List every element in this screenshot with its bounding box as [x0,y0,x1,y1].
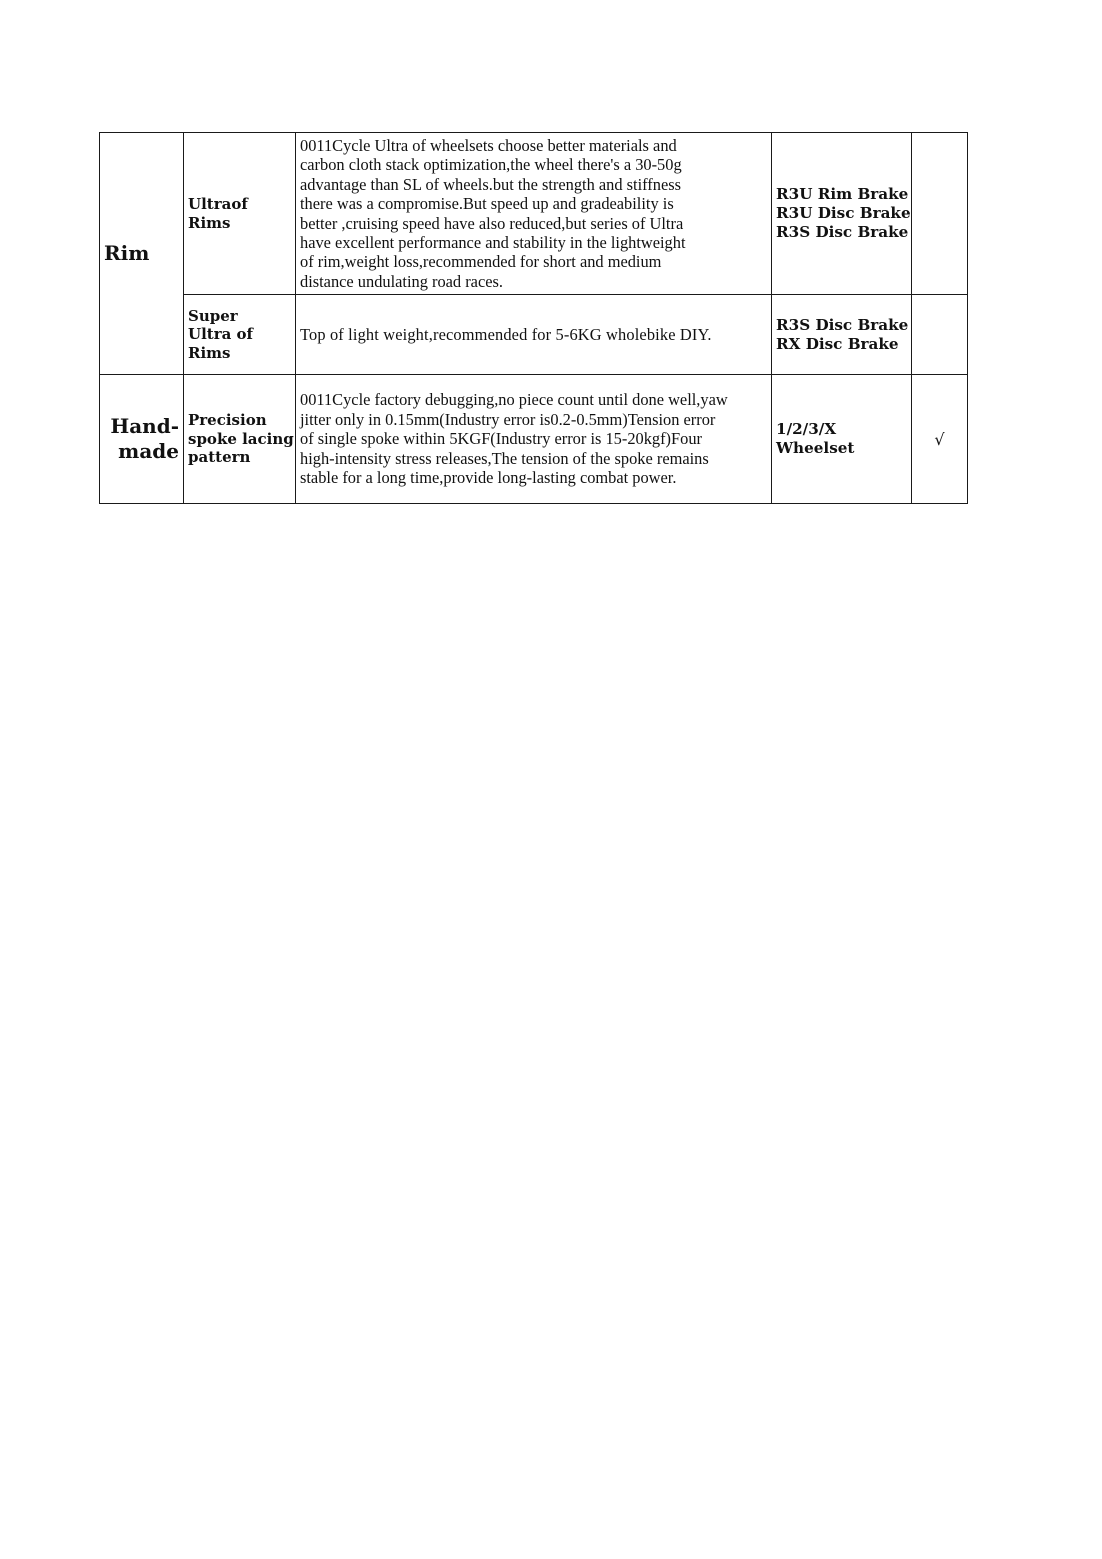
description-line: 0011Cycle factory debugging,no piece count until done well,yaw [300,390,728,410]
feature-line: Ultraof [188,195,248,213]
feature-cell-spoke-lacing [184,375,296,504]
feature-line: Super [188,306,238,325]
description-cell-spoke-lacing [296,375,772,504]
category-cell-handmade [100,375,184,504]
description-line: better ,cruising speed have also reduced,but series of Ultra [300,213,684,233]
description-line: advantage than SL of wheels.but the strength and stiffness [300,174,681,194]
description-line: distance undulating road races. [300,271,503,291]
model-line: 1/2/3/X [776,420,837,438]
wheel-spec-table [99,132,968,504]
check-mark-icon: √ [912,375,968,504]
description-line: there was a compromise.But speed up and gradeability is [300,194,674,214]
description-line: of rim,weight loss,recommended for short and medium [300,252,662,272]
feature-line: Ultra of [188,325,254,344]
description-line: carbon cloth stack optimization,the wheel there's a 30-50g [300,155,682,175]
model-line: R3S Disc Brake [776,223,909,241]
table-row-ultra-rims [100,133,968,295]
description-line: jitter only in 0.15mm(Industry error is0.2-0.5mm)Tension error [300,409,716,429]
feature-line: spoke lacing [188,429,294,448]
description-line: Top of light weight,recommended for 5-6KG wholebike DIY. [300,324,712,344]
category-cell-rim [100,133,184,375]
models-cell-super-ultra-rims [772,295,912,375]
description-cell-ultra-rims [296,133,772,295]
feature-line: Precision [188,411,267,430]
description-line: high-intensity stress releases,The tension of the spoke remains [300,448,709,468]
check-cell-super-ultra-rims [912,295,968,375]
models-cell-spoke-lacing [772,375,912,504]
feature-cell-ultra-rims [184,133,296,295]
description-cell-super-ultra-rims [296,295,772,375]
check-cell-ultra-rims [912,133,968,295]
description-line: of single spoke within 5KGF(Industry error is 15-20kgf)Four [300,429,702,449]
description-line: have excellent performance and stability in the lightweight [300,232,686,252]
model-line: R3U Rim Brake [776,185,909,203]
model-line: R3S Disc Brake [776,315,909,334]
feature-line: Rims [188,213,231,232]
category-label-rim: Rim [104,241,150,265]
category-line: made [118,439,179,463]
feature-line: pattern [188,448,251,467]
model-line: RX Disc Brake [776,334,899,353]
model-line: Wheelset [776,439,855,457]
feature-line: Rims [188,343,231,362]
table-row-super-ultra-rims [100,295,968,375]
category-line: Hand- [110,414,179,438]
model-line: R3U Disc Brake [776,204,911,222]
description-line: 0011Cycle Ultra of wheelsets choose better materials and [300,135,677,155]
table-row-handmade [100,375,968,504]
models-cell-ultra-rims [772,133,912,295]
feature-cell-super-ultra-rims [184,295,296,375]
description-line: stable for a long time,provide long-lasting combat power. [300,468,677,488]
